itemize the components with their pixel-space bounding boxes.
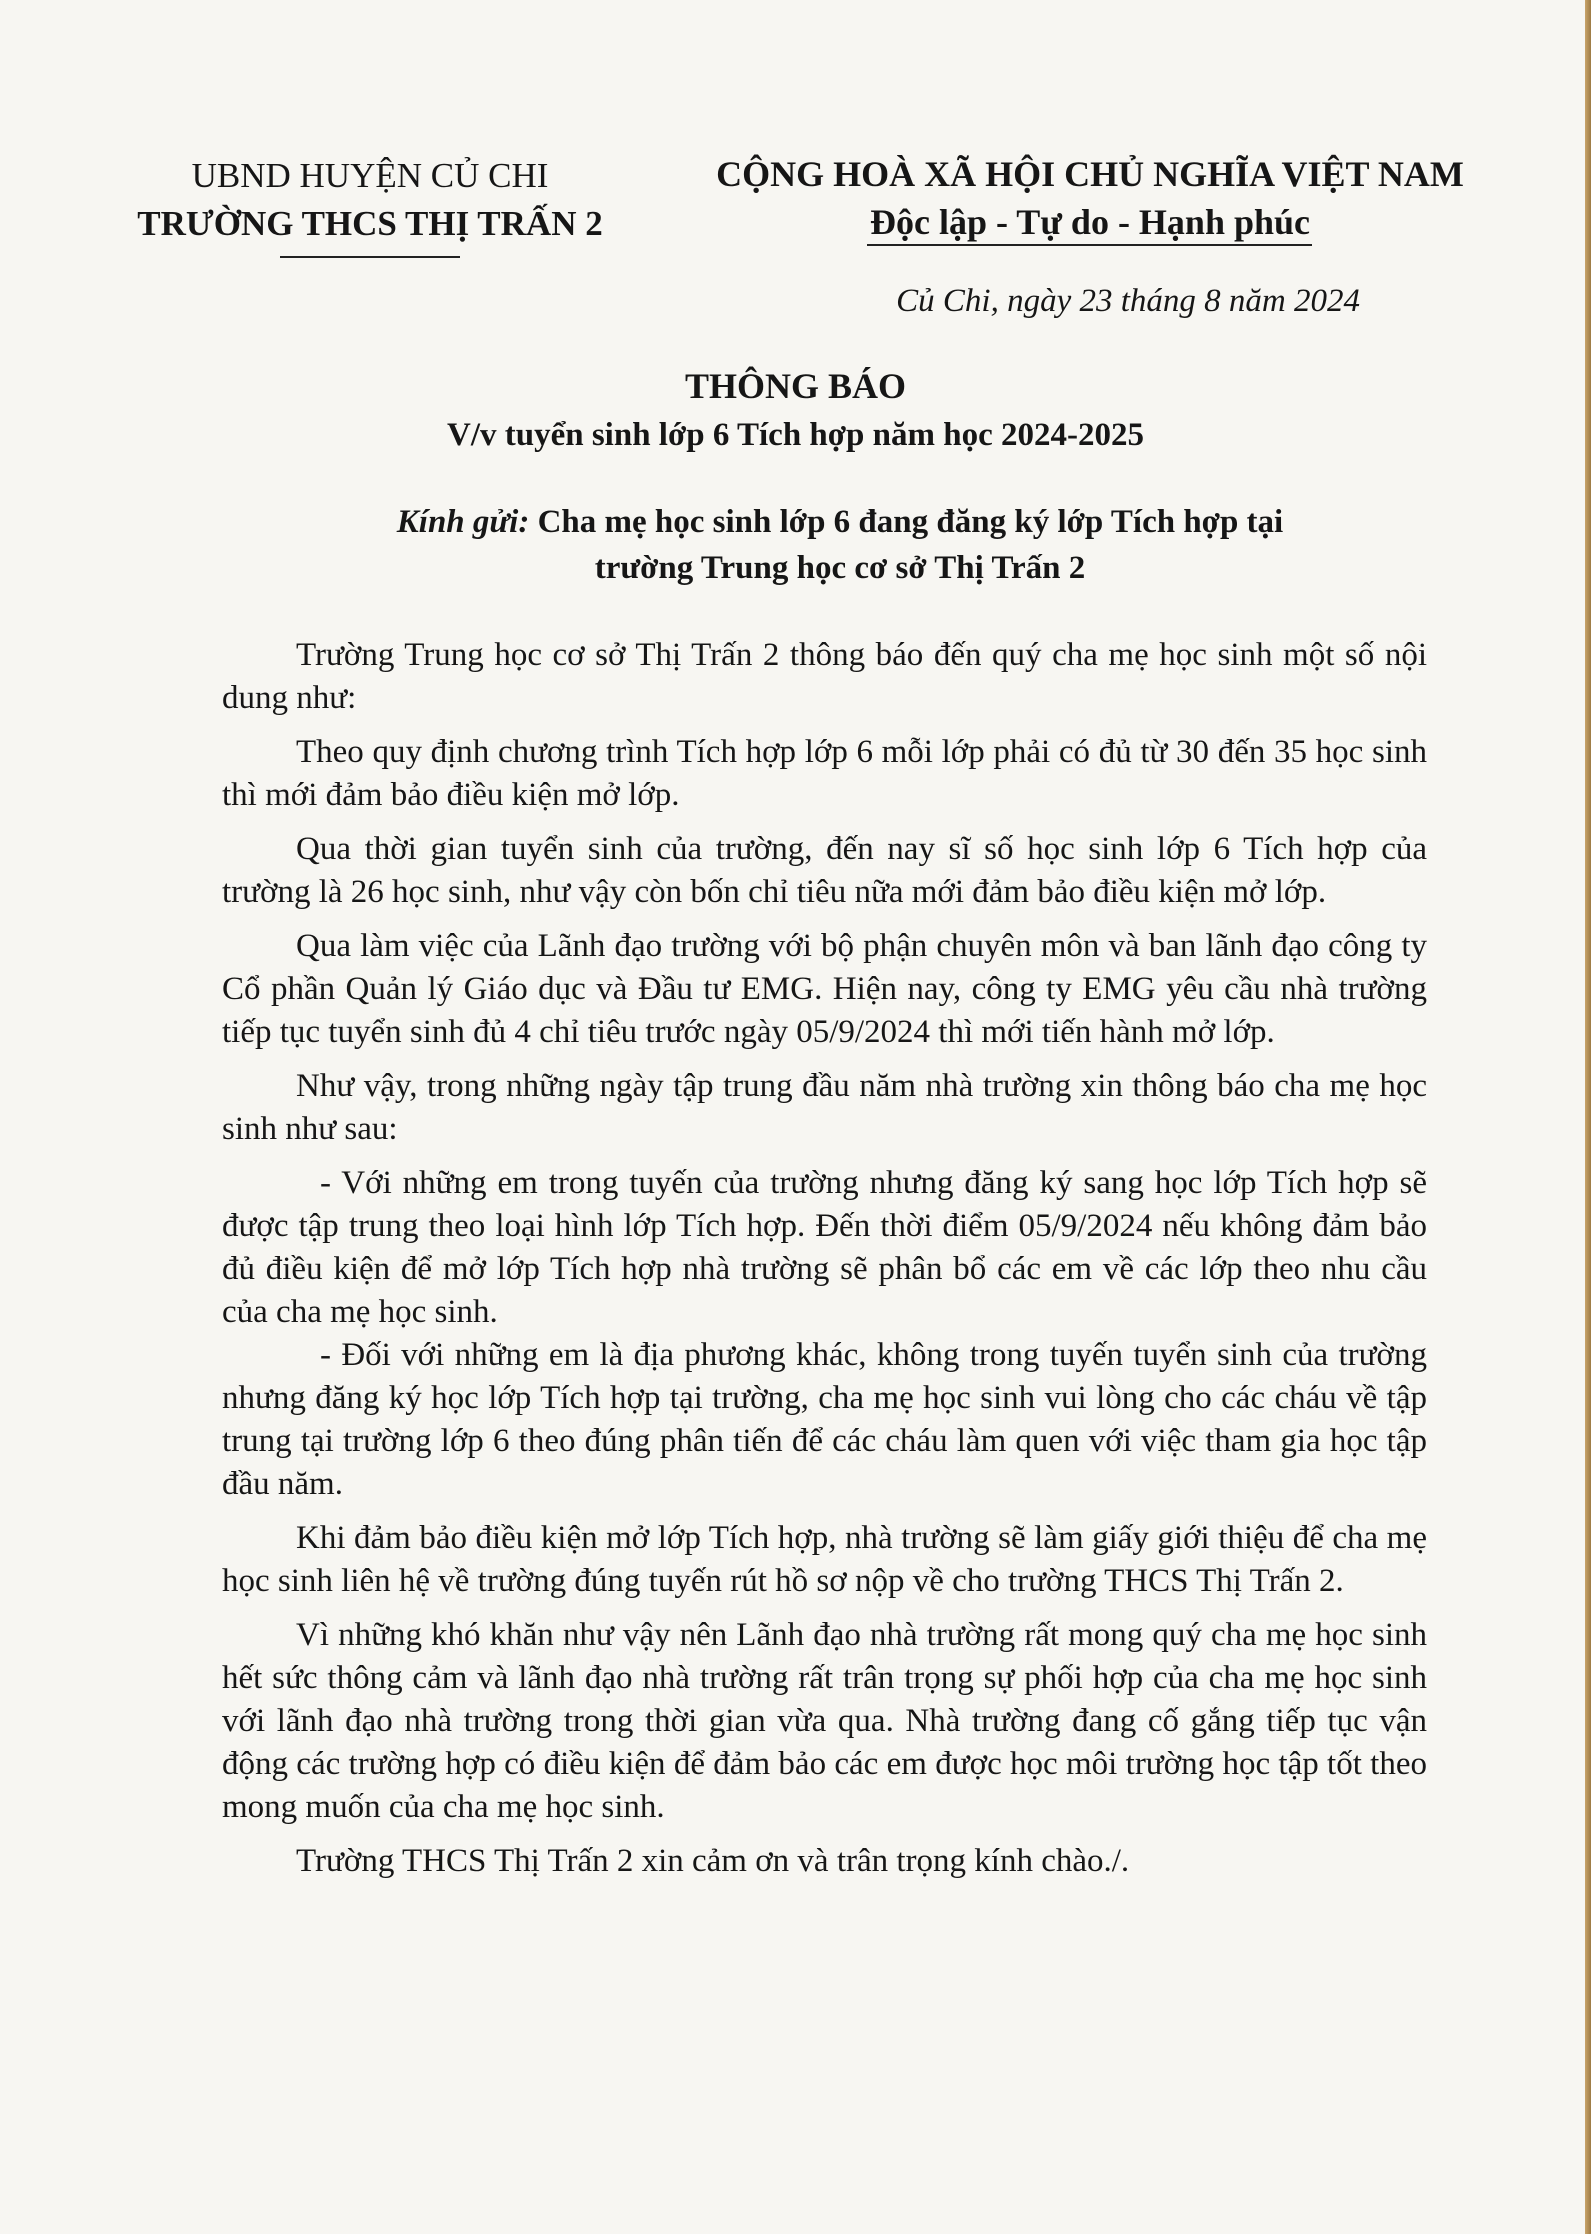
- nation-line-2: Độc lập - Tự do - Hạnh phúc: [869, 202, 1311, 242]
- page-edge: [1585, 0, 1591, 2234]
- body-paragraph: Như vậy, trong những ngày tập trung đầu năm nhà trường xin thông báo cha mẹ học sinh như sau:: [222, 1068, 1427, 1147]
- document-body: [222, 634, 1427, 1894]
- issuing-organization: [110, 152, 630, 248]
- org-line-1: UBND HUYỆN CỦ CHI: [191, 156, 549, 195]
- body-paragraph: Vì những khó khăn như vậy nên Lãnh đạo nhà trường rất mong quý cha mẹ học sinh hết sức thông cảm và lãnh đạo nhà trường rất trân trọng sự phối hợp của cha mẹ học sinh với lãnh đạo nhà trường trong thời gian vừa qua. Nhà trường đang cố gắng tiếp tục vận động các trường hợp có điều kiện để đảm bảo các em được học môi trường học tập tốt theo mong muốn của cha mẹ học sinh.: [222, 1617, 1427, 1825]
- bullet-item: - Đối với những em là địa phương khác, không trong tuyến tuyển sinh của trường nhưng đăng ký học lớp Tích hợp tại trường, cha mẹ học sinh vui lòng cho các cháu về tập trung tại trường lớp 6 theo đúng phân tiến để các cháu làm quen với việc tham gia học tập đầu năm.: [222, 1337, 1427, 1502]
- national-motto: [690, 150, 1490, 246]
- closing-line: Trường THCS Thị Trấn 2 xin cảm ơn và trân trọng kính chào./.: [296, 1843, 1130, 1879]
- body-paragraph: Theo quy định chương trình Tích hợp lớp 6 mỗi lớp phải có đủ từ 30 đến 35 học sinh thì mới đảm bảo điều kiện mở lớp.: [222, 734, 1427, 813]
- recipient-line-1: [280, 499, 1400, 545]
- recipient-line-2: trường Trung học cơ sở Thị Trấn 2: [594, 550, 1086, 586]
- recipient-text-1: Cha mẹ học sinh lớp 6 đang đăng ký lớp Tích hợp tại: [537, 504, 1284, 540]
- body-paragraph: Qua làm việc của Lãnh đạo trường với bộ phận chuyên môn và ban lãnh đạo công ty Cổ phần Quản lý Giáo dục và Đầu tư EMG. Hiện nay, công ty EMG yêu cầu nhà trường tiếp tục tuyển sinh đủ 4 chỉ tiêu trước ngày 05/9/2024 thì mới tiến hành mở lớp.: [222, 928, 1427, 1050]
- body-paragraph: Trường Trung học cơ sở Thị Trấn 2 thông báo đến quý cha mẹ học sinh một số nội dung như:: [222, 637, 1427, 716]
- document-title: THÔNG BÁO: [684, 366, 907, 406]
- body-paragraph: Qua thời gian tuyển sinh của trường, đến nay sĩ số học sinh lớp 6 Tích hợp của trường là 26 học sinh, như vậy còn bốn chỉ tiêu nữa mới đảm bảo điều kiện mở lớp.: [222, 831, 1427, 910]
- document-subtitle: V/v tuyển sinh lớp 6 Tích hợp năm học 2024-2025: [447, 417, 1144, 453]
- bullet-item: - Với những em trong tuyến của trường nhưng đăng ký sang học lớp Tích hợp sẽ được tập trung theo loại hình lớp Tích hợp. Đến thời điểm 05/9/2024 nếu không đảm bảo đủ điều kiện để mở lớp Tích hợp nhà trường sẽ phân bổ các em về các lớp theo nhu cầu của cha mẹ học sinh.: [222, 1165, 1427, 1330]
- recipient-label: Kính gửi:: [396, 504, 530, 540]
- issue-date: Củ Chi, ngày 23 tháng 8 năm 2024: [896, 283, 1360, 319]
- nation-line-1: CỘNG HOÀ XÃ HỘI CHỦ NGHĨA VIỆT NAM: [716, 154, 1464, 194]
- recipient-block: [280, 499, 1400, 591]
- org-underline: [280, 256, 460, 258]
- body-paragraph: Khi đảm bảo điều kiện mở lớp Tích hợp, nhà trường sẽ làm giấy giới thiệu để cha mẹ học sinh liên hệ về trường đúng tuyến rút hồ sơ nộp về cho trường THCS Thị Trấn 2.: [222, 1520, 1427, 1599]
- org-line-2: TRƯỜNG THCS THỊ TRẤN 2: [137, 204, 603, 243]
- motto-underline: [867, 244, 1312, 246]
